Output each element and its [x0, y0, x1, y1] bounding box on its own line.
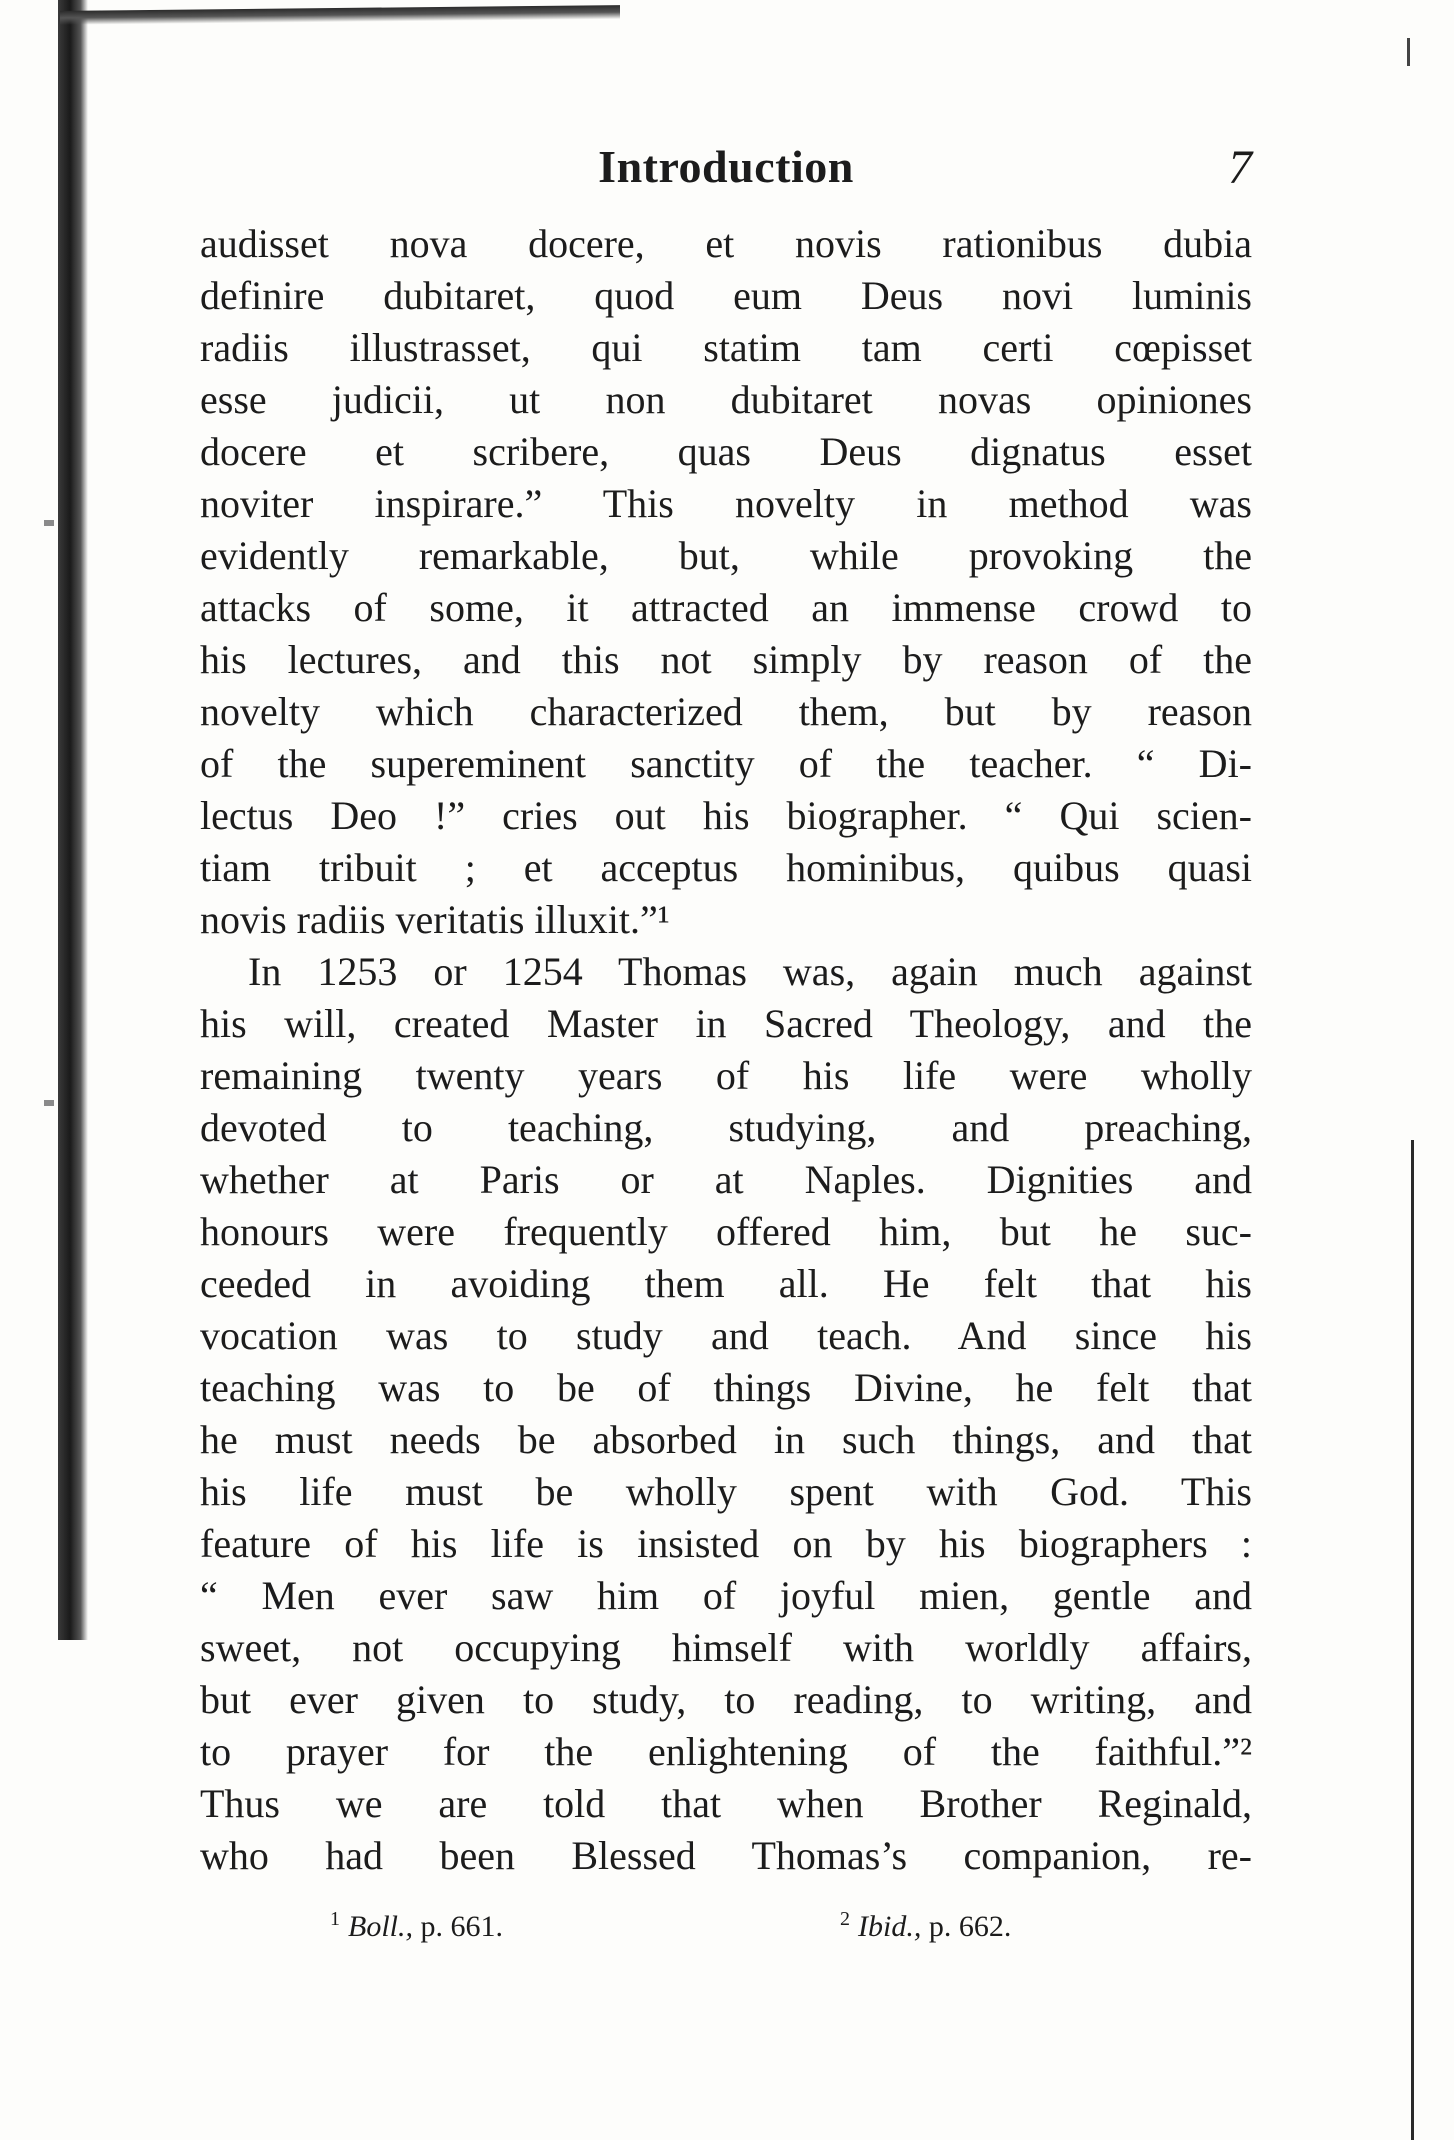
footnote-mark: 2 [840, 1908, 850, 1930]
text-line: novis radiis veritatis illuxit.”¹ [200, 897, 670, 942]
text-line: feature of his life is insisted on by his biographers : [200, 1521, 1252, 1566]
text-line: but ever given to study, to reading, to writing, and [200, 1677, 1252, 1722]
text-line: In 1253 or 1254 Thomas was, again much against [248, 949, 1252, 994]
footnote-1 [330, 1908, 503, 1944]
text-line: teaching was to be of things Divine, he felt that [200, 1365, 1252, 1410]
text-line: to prayer for the enlightening of the faithful.”² [200, 1729, 1252, 1774]
text-line: audisset nova docere, et novis rationibus dubia [200, 221, 1252, 266]
footnote-mark: 1 [330, 1908, 340, 1930]
text-line: vocation was to study and teach. And since his [200, 1313, 1252, 1358]
paragraph [200, 946, 1252, 1882]
footnote-source: Ibid., [858, 1910, 922, 1943]
footnote-2 [840, 1908, 1011, 1944]
text-line: his lectures, and this not simply by reason of the [200, 637, 1252, 682]
text-line: tiam tribuit ; et acceptus hominibus, quibus quasi [200, 845, 1252, 890]
scan-speck [44, 520, 54, 526]
paragraph [200, 218, 1252, 946]
text-line: evidently remarkable, but, while provoking the [200, 533, 1252, 578]
page-number: 7 [1228, 141, 1252, 194]
footnote-page: p. 662. [928, 1910, 1012, 1943]
text-line: Thus we are told that when Brother Reginald, [200, 1781, 1252, 1826]
text-line: noviter inspirare.” This novelty in method was [200, 481, 1252, 526]
binding-edge [58, 0, 88, 1640]
footnote-source: Boll., [348, 1910, 413, 1943]
text-line: lectus Deo !” cries out his biographer. “ Qui scien- [200, 793, 1252, 838]
text-line: ceeded in avoiding them all. He felt that his [200, 1261, 1252, 1306]
running-title: Introduction [598, 141, 854, 192]
text-line: definire dubitaret, quod eum Deus novi luminis [200, 273, 1252, 318]
text-block [200, 140, 1252, 1952]
text-line: who had been Blessed Thomas’s companion, re- [200, 1833, 1252, 1878]
text-line: attacks of some, it attracted an immense crowd to [200, 585, 1252, 630]
text-line: devoted to teaching, studying, and preaching, [200, 1105, 1252, 1150]
body-text [200, 218, 1252, 1882]
text-line: his life must be wholly spent with God. This [200, 1469, 1252, 1514]
binding-top-shadow [60, 5, 620, 25]
text-line: whether at Paris or at Naples. Dignities and [200, 1157, 1252, 1202]
scan-speck [44, 1100, 54, 1106]
running-head [200, 140, 1252, 204]
text-line: of the supereminent sanctity of the teacher. “ Di- [200, 741, 1252, 786]
page-right-edge [1411, 1140, 1414, 2140]
text-line: esse judicii, ut non dubitaret novas opiniones [200, 377, 1252, 422]
text-line: novelty which characterized them, but by reason [200, 689, 1252, 734]
text-line: radiis illustrasset, qui statim tam certi cœpisset [200, 325, 1252, 370]
text-line: his will, created Master in Sacred Theology, and the [200, 1001, 1252, 1046]
text-line: “ Men ever saw him of joyful mien, gentle and [200, 1573, 1252, 1618]
text-line: he must needs be absorbed in such things, and that [200, 1417, 1252, 1462]
scan-mark [1407, 38, 1410, 66]
text-line: remaining twenty years of his life were wholly [200, 1053, 1252, 1098]
text-line: honours were frequently offered him, but he suc- [200, 1209, 1252, 1254]
text-line: docere et scribere, quas Deus dignatus esset [200, 429, 1252, 474]
text-line: sweet, not occupying himself with worldly affairs, [200, 1625, 1252, 1670]
footnotes [200, 1908, 1252, 1952]
footnote-page: p. 661. [420, 1910, 503, 1943]
